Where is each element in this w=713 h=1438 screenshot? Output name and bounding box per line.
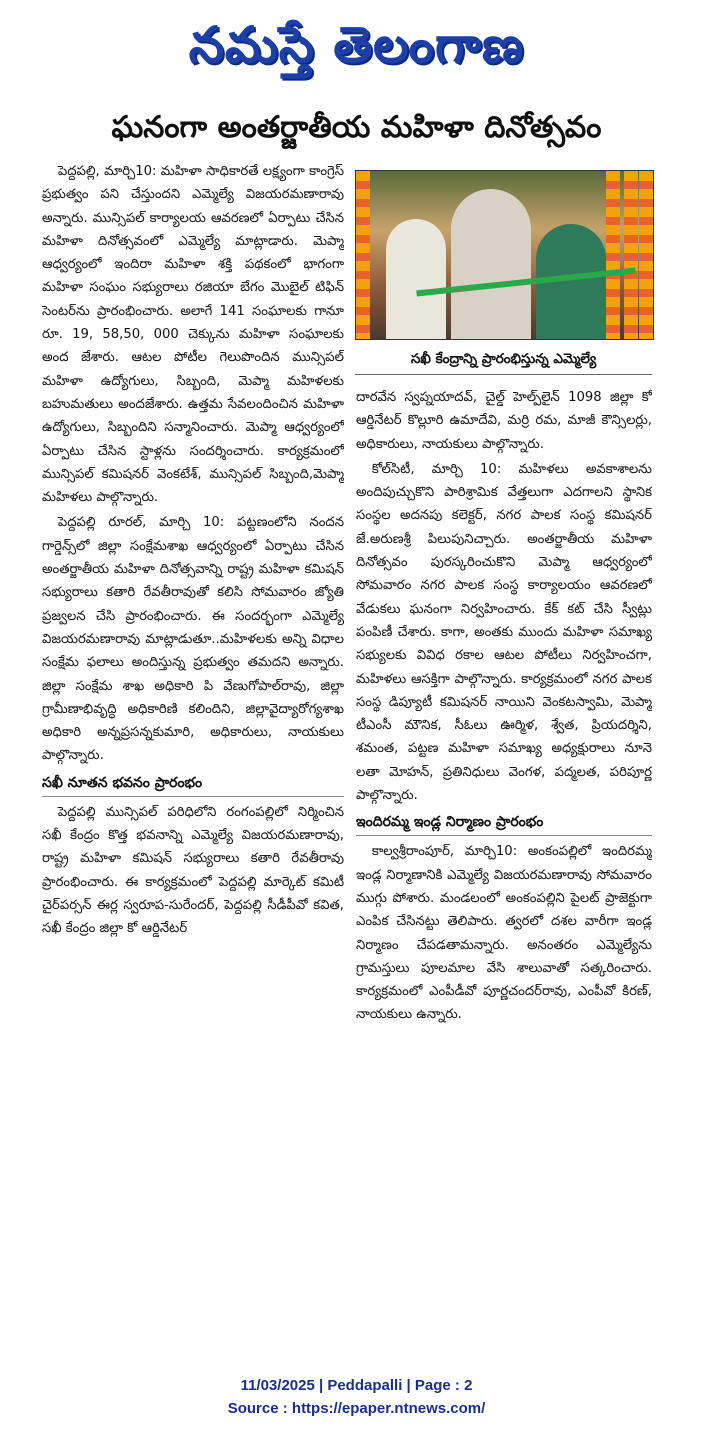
article-column-right	[356, 386, 652, 1356]
news-photo	[355, 170, 654, 340]
person-figure	[451, 189, 531, 339]
flower-garland-decoration	[606, 171, 620, 339]
article-subheading: సఖీ నూతన భవనం ప్రారంభం	[42, 770, 344, 797]
article-column-left	[42, 160, 344, 1360]
article-paragraph: కాల్వశ్రీరాంపూర్, మార్చి10: అంకంపల్లిలో ఇందిరమ్మ ఇండ్ల నిర్మాణానికి ఎమ్మెల్యే విజయరమణారావు సోమవారం ముగ్గు పోశారు. మండలంలో అంకంపల్లిని పైలట్ ప్రాజెక్టుగా ఎంపిక చేసినట్టు తెలిపారు. త్వరలో దశల వారీగా ఇండ్ల నిర్మాణం చేపడతామన్నారు. అనంతరం ఎమ్మెల్యేను గ్రామస్తులు పూలమాల వేసి శాలువాతో సత్కరించారు. కార్యక్రమంలో ఎంపీడీవో పూర్ణచందర్‌రావు, ఎంపీవో కిరణ్, నాయకులు ఉన్నారు.	[356, 844, 652, 1023]
article-paragraph: పెద్దపల్లి మున్సిపల్ పరిధిలోని రంగంపల్లిలో నిర్మించిన సఖీ కేంద్రం కొత్త భవనాన్ని ఎమ్మెల్యే విజయరమణారావు, రాష్ట్ర మహిళా కమిషన్ సభ్యురాలు కతారి రేవతీరావు ప్రారంభించారు. ఈ కార్యక్రమంలో పెద్దపల్లి మార్కెట్ కమిటీ చైర్‌పర్సన్ ఈర్ల స్వరూప-సురేందర్, పెద్దపల్లి సీడీపీవో కవిత, సఖీ కేంద్రం జిల్లా కో ఆర్డినేటర్	[42, 804, 344, 937]
article-paragraph: పెద్దపల్లి రూరల్, మార్చి 10: పట్టణంలోని నందన గార్డెన్స్‌లో జిల్లా సంక్షేమశాఖ ఆధ్వర్యంలో ఏర్పాటు చేసిన అంతర్జాతీయ మహిళా దినోత్సవాన్ని రాష్ట్ర మహిళా కమిషన్ సభ్యురాలు కతారి రేవతీరావుతో కలిసి సోమవారం జ్యోతి ప్రజ్వలన చేసి ప్రారంభించారు. ఈ సందర్భంగా ఎమ్మెల్యే విజయరమణారావు మాట్లాడుతూ..మహిళలకు అన్ని విధాల సంక్షేమ ఫలాలు అందిస్తున్న ప్రభుత్వం తమదని అన్నారు. జిల్లా సంక్షేమ శాఖ అధికారి పి వేణుగోపాల్‌రావు, జిల్లా గ్రామీణాభివృద్ధి అధికారిణి కలిందిని, జిల్లావైద్యారోగ్యశాఖ అధికారి అన్నప్రసన్నకుమారి, అధికారులు, నాయకులు పాల్గొన్నారు.	[42, 515, 344, 764]
article-paragraph: కోల్‌సిటీ, మార్చి 10: మహిళలు అవకాశాలను అందిపుచ్చుకొని పారిశ్రామిక వేత్తలుగా ఎదగాలని స్థానిక సంస్థల అదనపు కలెక్టర్, నగర పాలక సంస్థ కమిషనర్ జే.అరుణశ్రీ పిలుపునిచ్చారు. అంతర్జాతీయ మహిళా దినోత్సవం పురస్కరించుకొని మెప్మా ఆధ్వర్యంలో సోమవారం నగర పాలక సంస్థ కార్యాలయం ఆవరణలో వేడుకలు ఘనంగా నిర్వహించారు. కేక్ కట్ చేసి స్వీట్లు పంపిణీ చేశారు. కాగా, అంతకు ముందు మహిళా సమాఖ్య సభ్యులకు వివిధ రకాల ఆటల పోటీలు నిర్వహించగా, మహిళలు ఆసక్తిగా పాల్గొన్నారు. కార్యక్రమంలో నగర పాలక సంస్థ డిప్యూటీ కమిషనర్ నాయిని వెంకటస్వామి, మెప్మా టీఎంసీ మౌనిక, సీఓలు ఊర్మిళ, శ్వేత, ప్రియదర్శిని, శమంత, పట్టణ మహిళా సమాఖ్య అధ్యక్షురాలు నూనె లతా మోహన్, ప్రతినిధులు వెంగళ, పద్మలత, పరిపూర్ణ పాల్గొన్నారు.	[356, 461, 652, 804]
flower-garland-decoration	[624, 171, 638, 339]
article-paragraph: దారవేన స్వప్నయాదవ్, చైల్డ్ హెల్ప్‌లైన్ 1098 జిల్లా కో ఆర్డినేటర్ కొల్లూరి ఉమాదేవి, మర్రి రమ, మాజీ కౌన్సిలర్లు, అధికారులు, నాయకులు పాల్గొన్నారు.	[356, 390, 652, 452]
flower-garland-decoration	[639, 171, 653, 339]
flower-garland-decoration	[356, 171, 370, 339]
person-figure	[386, 219, 446, 339]
newspaper-masthead: నమస్తే తెలంగాణ	[188, 16, 525, 74]
date-page-info: 11/03/2025 | Peddapalli | Page : 2	[240, 1377, 473, 1394]
article-paragraph: పెద్దపల్లి, మార్చి10: మహిళా సాధికారతే లక్ష్యంగా కాంగ్రెస్ ప్రభుత్వం పని చేస్తుందని ఎమ్మెల్యే విజయరమణారావు అన్నారు. మున్సిపల్ కార్యాలయ ఆవరణలో ఏర్పాటు చేసిన మహిళా దినోత్సవంలో ఎమ్మెల్యే మాట్లాడారు. మెప్మా ఆధ్వర్యంలో ఇందిరా మహిళా శక్తి పథకంలో భాగంగా మహిళా సంఘం సభ్యురాలు రజియా బేగం మొబైల్ టిఫిన్ సెంటర్‌ను ప్రారంభించారు. అలాగే 141 సంఘాలకు గానూ రూ. 19, 58,50, 000 చెక్కును మహిళా సంఘాలకు అంద జేశారు. ఆటల పోటీల గెలుపొందిన మున్సిపల్ మహిళా ఉద్యోగులు, సిబ్బంది, మెప్మా మహిళలకు బహుమతులు అందజేశారు. ఉత్తమ సేవలందించిన మహిళా ఉద్యోగులు, సిబ్బందిని సన్మానించారు. మెప్మా ఆధ్వర్యంలో ఏర్పాటు చేసిన స్టాళ్లను సందర్శించారు. కార్యక్రమంలో మున్సిపల్ కమిషనర్ వెంకటేశ్, మున్సిపల్ సిబ్బంది,మెప్మా మహిళలు పాల్గొన్నారు.	[42, 164, 344, 506]
article-subheading: ఇందిరమ్మ ఇండ్ల నిర్మాణం ప్రారంభం	[356, 809, 652, 836]
photo-caption: సఖీ కేంద్రాన్ని ప్రారంభిస్తున్న ఎమ్మెల్యే	[355, 344, 652, 375]
source-link[interactable]: Source : https://epaper.ntnews.com/	[227, 1400, 486, 1417]
article-headline: ఘనంగా అంతర్జాతీయ మహిళా దినోత్సవం	[111, 110, 602, 145]
